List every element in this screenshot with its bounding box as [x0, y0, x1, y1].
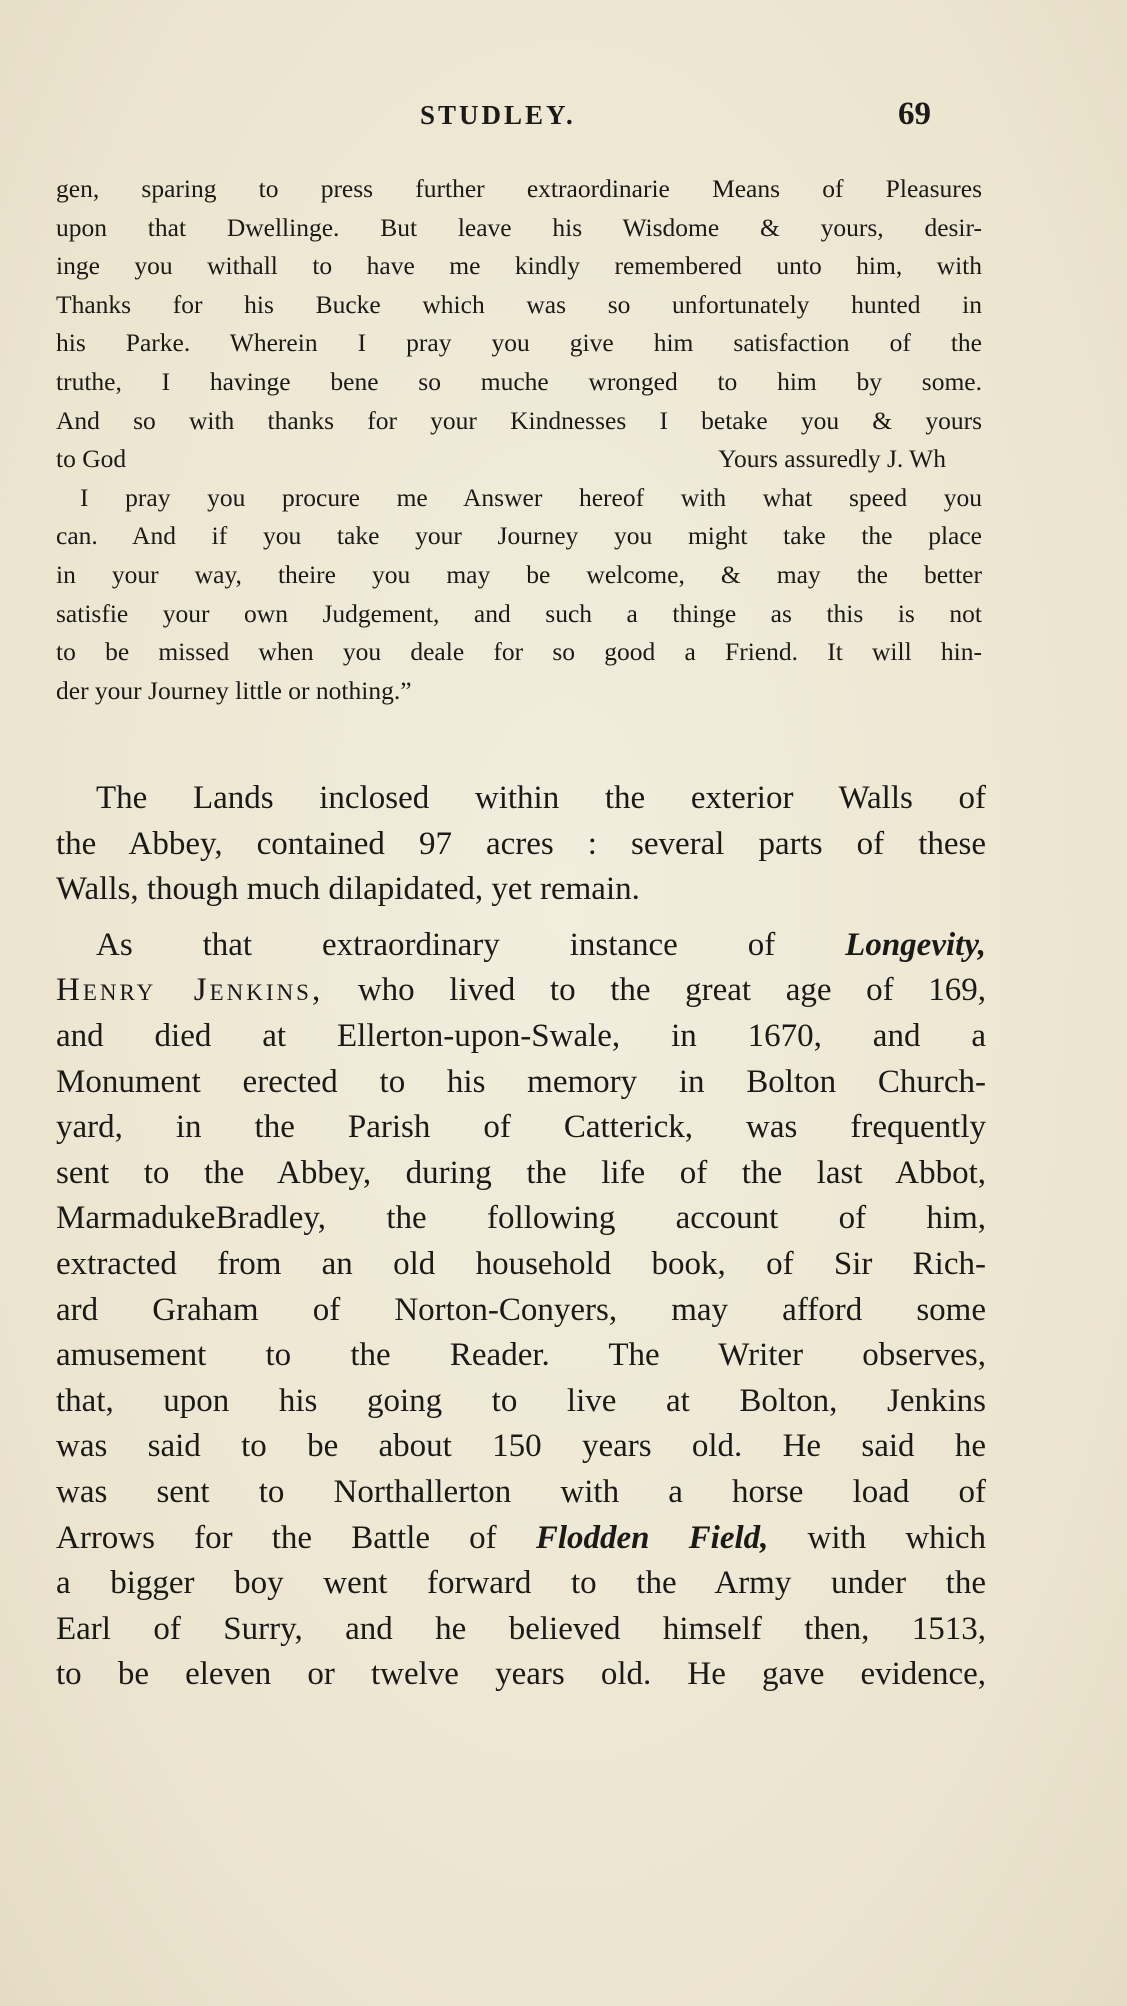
person-name: Henry Jenkins, — [56, 972, 324, 1009]
text-run: Arrows for the Battle of — [56, 1519, 536, 1556]
paragraph-line — [56, 968, 986, 1014]
paragraph-line: a bigger boy went forward to the Army under the — [56, 1565, 986, 1602]
letter-line: truthe, I havinge bene so muche wronged to him by some. — [56, 366, 982, 396]
paragraph-line: yard, in the Parish of Catterick, was frequently — [56, 1109, 986, 1146]
paragraph-line: to be eleven or twelve years old. He gave evidence, — [56, 1656, 986, 1693]
paragraph-line: The Lands inclosed within the exterior Walls of — [96, 780, 986, 816]
paragraph-line: was said to be about 150 years old. He said he — [56, 1428, 986, 1465]
paragraph-line — [56, 1516, 986, 1562]
paragraph-line: sent to the Abbey, during the life of the last Abbot, — [56, 1154, 986, 1191]
text-run: As that extraordinary instance of — [96, 926, 846, 963]
paragraph-line: Earl of Surry, and he believed himself then, 1513, — [56, 1610, 986, 1647]
text-run: with which — [768, 1519, 986, 1556]
closing-left: to God — [56, 444, 127, 474]
paragraph-spacer — [56, 913, 986, 923]
letter-line: upon that Dwellinge. But leave his Wisdome & yours, desir- — [56, 212, 982, 242]
signature: Yours assuredly J. Wh — [718, 444, 946, 474]
paragraph-line: MarmadukeBradley, the following account of him, — [56, 1200, 986, 1237]
paragraph-line — [56, 923, 986, 969]
paragraph-line: amusement to the Reader. The Writer observes, — [56, 1337, 986, 1374]
page-number: 69 — [898, 96, 931, 132]
quoted-letter — [56, 170, 982, 710]
postscript-line: satisfie your own Judgement, and such a thinge as this is not — [56, 598, 982, 628]
letter-line: his Parke. Wherein I pray you give him satisfaction of the — [56, 328, 982, 358]
running-head — [0, 96, 1127, 136]
body-text — [56, 776, 986, 1698]
paragraph-line: that, upon his going to live at Bolton, Jenkins — [56, 1382, 986, 1419]
paragraph-line: Monument erected to his memory in Bolton Church- — [56, 1063, 986, 1100]
postscript-line: can. And if you take your Journey you might take the place — [56, 521, 982, 551]
paragraph-line: extracted from an old household book, of Sir Rich- — [56, 1245, 986, 1282]
paragraph-line: and died at Ellerton-upon-Swale, in 1670, and a — [56, 1017, 986, 1054]
letter-line: And so with thanks for your Kindnesses I betake you & yours — [56, 405, 982, 435]
postscript-line: to be missed when you deale for so good a Friend. It will hin- — [56, 637, 982, 667]
letter-line: gen, sparing to press further extraordinarie Means of Pleasures — [56, 174, 982, 203]
paragraph-line: Walls, though much dilapidated, yet remain. — [56, 871, 640, 908]
running-title: STUDLEY. — [420, 100, 576, 130]
paragraph-line: was sent to Northallerton with a horse load of — [56, 1473, 986, 1510]
letter-line: inge you withall to have me kindly remembered unto him, with — [56, 251, 982, 281]
postscript-line: in your way, theire you may be welcome, & may the better — [56, 559, 982, 589]
postscript-line: der your Journey little or nothing.” — [56, 675, 412, 705]
paragraph-line: ard Graham of Norton-Conyers, may afford some — [56, 1291, 986, 1328]
italic-term: Longevity, — [845, 926, 986, 963]
postscript-line: I pray you procure me Answer hereof with what speed you — [80, 482, 982, 512]
text-run: who lived to the great age of 169, — [323, 972, 986, 1009]
paragraph-line: the Abbey, contained 97 acres : several parts of these — [56, 825, 986, 862]
letter-line: Thanks for his Bucke which was so unfortunately hunted in — [56, 289, 982, 319]
italic-term: Flodden Field, — [535, 1519, 769, 1556]
letter-closing — [56, 440, 982, 479]
